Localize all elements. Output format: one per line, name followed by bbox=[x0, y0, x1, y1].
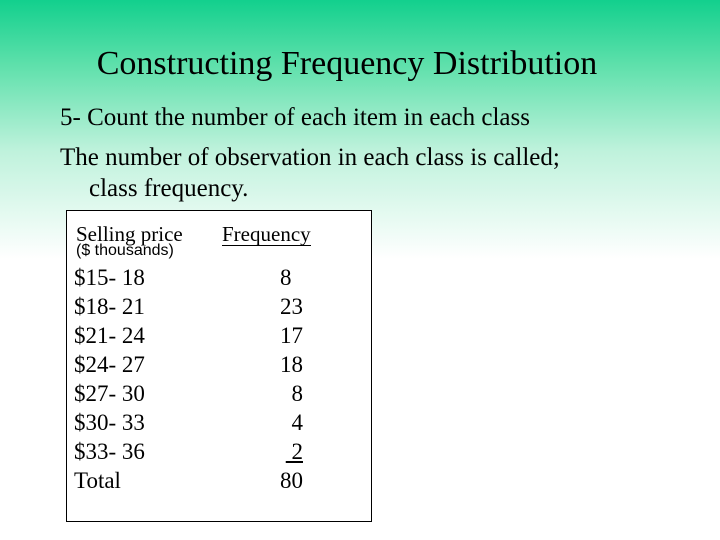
body-line-step: 5- Count the number of each item in each class bbox=[60, 104, 530, 131]
row-frequency: 2 bbox=[285, 439, 303, 464]
header-selling-price: Selling price bbox=[76, 222, 183, 246]
body-line-definition-cont: class frequency. bbox=[89, 175, 249, 202]
row-frequency: 18 bbox=[280, 352, 303, 377]
table-row-total bbox=[67, 466, 371, 495]
table-row bbox=[67, 379, 371, 408]
row-frequency: 23 bbox=[280, 294, 303, 319]
row-frequency: 4 bbox=[291, 410, 303, 435]
row-total-label: Total bbox=[74, 468, 121, 493]
row-class-label: $33- 36 bbox=[74, 439, 145, 464]
row-class-label: $15- 18 bbox=[74, 265, 145, 290]
table-row bbox=[67, 408, 371, 437]
header-frequency-underline bbox=[222, 245, 311, 246]
table-row bbox=[67, 321, 371, 350]
table-row bbox=[67, 437, 371, 466]
table-rows bbox=[67, 263, 371, 495]
header-frequency bbox=[222, 222, 311, 246]
row-class-label: $30- 33 bbox=[74, 410, 145, 435]
row-frequency: 8 bbox=[280, 265, 292, 290]
row-frequency: 17 bbox=[280, 323, 303, 348]
row-frequency: 8 bbox=[291, 381, 303, 406]
header-frequency-label: Frequency bbox=[222, 222, 311, 246]
header-selling-price-unit: ($ thousands) bbox=[76, 242, 174, 259]
body-line-definition: The number of observation in each class is called; bbox=[60, 144, 560, 171]
table-row bbox=[67, 292, 371, 321]
row-class-label: $18- 21 bbox=[74, 294, 145, 319]
table-row bbox=[67, 263, 371, 292]
row-class-label: $24- 27 bbox=[74, 352, 145, 377]
row-total-frequency: 80 bbox=[280, 468, 303, 493]
row-class-label: $27- 30 bbox=[74, 381, 145, 406]
frequency-table bbox=[66, 210, 372, 522]
row-class-label: $21- 24 bbox=[74, 323, 145, 348]
table-row bbox=[67, 350, 371, 379]
slide-title: Constructing Frequency Distribution bbox=[96, 45, 598, 82]
